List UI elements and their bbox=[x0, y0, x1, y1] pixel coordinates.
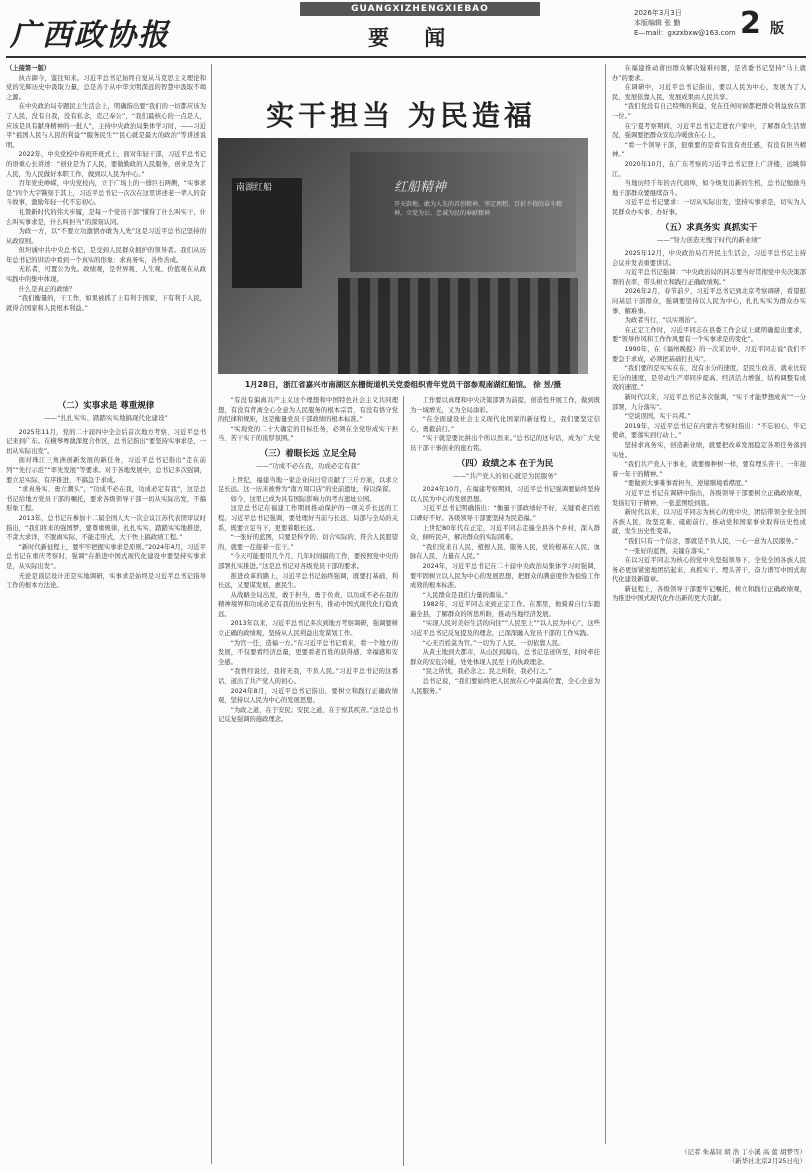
paragraph: 1982年，习近平同志来到正定工作。在那里，他骑着自行车跑遍全县，了解群众的所思所盼，推动当地经济发展。 bbox=[410, 601, 600, 618]
paragraph: “为官一任，造福一方。”在习近平总书记看来，看一个地方的发展，不仅要看经济总量，更要看老百姓的获得感、幸福感和安全感。 bbox=[218, 639, 398, 666]
contact-email: E—mail：gxzxbxw@163.com bbox=[634, 29, 736, 37]
column-divider bbox=[403, 396, 404, 1166]
paragraph: “实现人民对美好生活的向往”“人民至上”“以人民为中心”，这些习近平总书记反复提及的理念，已深深融入党员干部的工作实践。 bbox=[410, 620, 600, 638]
paragraph: 在调研中，习近平总书记指出，要以人民为中心，发展为了人民，发展依靠人民，发展成果由人民共享。 bbox=[612, 84, 806, 101]
page-label: 版 bbox=[770, 21, 784, 37]
subheading-5: （五）求真务实 真抓实干 bbox=[660, 222, 758, 233]
paragraph: 从战略全局出发，敢于担当，勇于负责，以功成不必在我的精神境界和功成必定有我的历史担当，推动中国式现代化行稳致远。 bbox=[218, 591, 398, 618]
subheading-3: （三）着眼长远 立足全局 bbox=[259, 448, 357, 459]
paragraph: “为政之道，在于安民；安民之道，在于察其疾苦。”这是总书记反复强调的施政理念。 bbox=[218, 706, 398, 724]
pinyin-banner: GUANGXIZHENGXIEBAO bbox=[300, 2, 540, 16]
paragraph: “我们只有一个信念，那就是不负人民，一心一意为人民服务。” bbox=[624, 537, 798, 545]
issue-meta bbox=[634, 8, 736, 38]
paragraph: “心无百姓莫为官。”一切为了人民，一切依靠人民。 bbox=[422, 639, 565, 647]
paragraph: 2013年，总书记在参加十二届全国人大一次会议江苏代表团审议时指出，“我们将来的强国梦，要尊重规律，扎扎实实、踏踏实实地推进，不贪大求洋，不脱离实际，不能走形式，大干快上搞政绩工程。” bbox=[6, 514, 206, 542]
paragraph: 在宁夏考察期间，习近平总书记走进农户家中，了解群众生活情况，强调要把群众安危冷暖放在心上。 bbox=[612, 122, 806, 140]
photo-wall-title: 红船精神 bbox=[394, 180, 447, 195]
masthead bbox=[0, 0, 811, 58]
paragraph: 为政一方，以“不要立功激情亦敢为人先”这是习近平总书记坚持的从政原则。 bbox=[6, 228, 206, 245]
paragraph: 2022年，中央党校中春班开班式上，面对年轻干部，习近平总书记的语重心长讲述：“创业是为了人民，要做勤政的人民服务，创业是为了人民，为人民做好本职工作，做到以人民为中心。” bbox=[6, 151, 206, 178]
column-2 bbox=[218, 396, 398, 1166]
paragraph: 在福建推动莆田群众解决疑难问题，是省委书记坚持“马上就办”的要求。 bbox=[612, 65, 806, 82]
paragraph: 总书记说，“我们要始终把人民放在心中最高位置，全心全意为人民服务。” bbox=[410, 678, 600, 695]
article-headline: 实干担当 为民造福 bbox=[266, 99, 536, 132]
paragraph: “要做到大事难事看担当，逆境顺境看襟度。” bbox=[624, 480, 748, 488]
paragraph: 2019年，习近平总书记在内蒙古考察时指出：“不忘初心，牢记使命，要落实到行动上。” bbox=[612, 422, 806, 440]
paragraph: 在正定工作时，习近平同志在县委工作会议上就明确提出要求，要“领导作风和工作作风要有一个实事求是的变化”。 bbox=[612, 326, 806, 344]
news-photo bbox=[218, 138, 588, 374]
photo-visitors bbox=[338, 278, 578, 374]
column-1-top bbox=[6, 64, 206, 394]
paragraph: 无私者，可置公为先。政绩观，是世界观、人生观、价值观在从政实践中的集中体现。 bbox=[6, 266, 206, 284]
page-number: 2 bbox=[740, 6, 761, 41]
paragraph: “实现党的二十大确定的目标任务，必须在全党形成实干担当、苦干实干的浓厚氛围。” bbox=[218, 425, 398, 443]
paragraph: 无论是顶层设计还是实地调研，实事求是始终是习近平总书记指导工作的根本方法论。 bbox=[6, 572, 206, 590]
paragraph: 新时代以来，以习近平同志为核心的党中央，团结带领全党全国各族人民，攻坚克难、砥砺前行，推动党和国家事业取得历史性成就、发生历史性变革。 bbox=[612, 509, 806, 536]
paragraph: “我们衡量的，干工作，如果被抓了上有利于国家，下有利于人民，就得合国家和人民根本利益。” bbox=[6, 295, 206, 312]
paragraph: “有没有偏离共产主义这个理想和中国特色社会主义共同理想，有没有背离全心全意为人民服务的根本宗旨，有没有恪守党的纪律和规矩，这是衡量党员干部政绩的根本标准。” bbox=[218, 397, 398, 424]
paragraph: 执古御今，鉴往知来。习近平总书记始终自觉从马克思主义理论和党的光辉历史中汲取力量，总是善于从中华文明深远的智慧中汲取不竭之源。 bbox=[6, 74, 206, 101]
subheading-2: （二）实事求是 尊重规律 bbox=[57, 401, 155, 411]
source-line: （新华社北京2月25日电） bbox=[728, 1157, 806, 1165]
photo-caption: 1月28日，浙江省嘉兴市南湖区东栅街道机关党委组织青年党员干部参观南湖红船馆。 徐 昱/摄 bbox=[244, 380, 562, 389]
paragraph: 为政者当行，“以实则治”。 bbox=[624, 317, 701, 325]
paragraph: 新时代以来，习近平总书记多次强调，“实干才能梦想成真”“一分部署，九分落实”。 bbox=[612, 394, 806, 411]
paragraph: 2024年8月，习近平总书记指出，要树立和践行正确政绩观，坚持以人民为中心的发展思想。 bbox=[218, 687, 398, 705]
paragraph: 2024年10月，在福建考察期间，习近平总书记强调要始终坚持以人民为中心的发展思想。 bbox=[410, 486, 600, 503]
column-divider bbox=[211, 64, 212, 1164]
paragraph: 习近平总书记明确指出：“衡量干部政绩好不好，关键看老百姓口碑好不好。各级领导干部要坚持为民造福。” bbox=[410, 505, 600, 522]
paragraph: “新时代新征程上，要牢牢把握实事求是原则。”2024年4月，习近平总书记在重庆考察时，强调“在推进中国式现代化建设中要坚持实事求是，从实际出发”。 bbox=[6, 543, 206, 570]
column-3 bbox=[410, 396, 600, 1166]
paragraph: 当地历经千年的古代商埠，如今焕发出新的生机，总书记勉励当地干部群众要继续奋斗。 bbox=[612, 180, 806, 197]
paragraph: “我们要的是实实在在、没有水分的速度，是民生改善、就业比较充分的速度，是劳动生产率同步提高、经济活力增强、结构调整有成效的速度。” bbox=[612, 365, 806, 392]
issue-date: 2026年3月3日 bbox=[634, 9, 682, 17]
paragraph: 2020年10月，在广东考察的习近平总书记登上广济楼，远眺韩江。 bbox=[612, 160, 806, 178]
paragraph: “一张好的蓝图，关键在落实。” bbox=[624, 547, 710, 555]
paragraph: 2025年12月，中央政治局召开民主生活会，习近平总书记主持会议并发表重要讲话。 bbox=[612, 250, 806, 267]
paragraph: 2026年2月，春节前夕，习近平总书记到北京考察调研，看望慰问基层干部群众，强调要坚持以人民为中心，扎扎实实为群众办实事、解难事。 bbox=[612, 288, 806, 315]
column-1-bottom bbox=[6, 396, 206, 1166]
paragraph: “我曾经说过，我将无我，不负人民。”习近平总书记的这番话，道出了共产党人的初心。 bbox=[218, 668, 398, 686]
column-4 bbox=[612, 64, 806, 1146]
paragraph: 2024年，习近平总书记在二十届中央政治局集体学习时强调，要牢固树立以人民为中心的发展思想，把群众的满意度作为检验工作成效的根本标准。 bbox=[410, 562, 600, 590]
paragraph: 在中央政治局专题民主生活会上，明确指出要“我们的一切都应该为了人民，没有自我，没有私念，克己奉公”，“我们最核心的一点是人，应该是具有献身精神的一批人”，主持中央政治局集体学习时，——习近平“祖国人民与人民的利益”“服务民生”“民心就是最大的政治”等讲述说明。 bbox=[6, 103, 206, 149]
subheading-3-quote: ——“功成不必在我，功成必定有我” bbox=[255, 461, 361, 470]
paragraph: “今天可能要用几个月、几年时间搞的工作，要按照党中央的部署扎实推进。”这是总书记对各级党员干部的要求。 bbox=[218, 553, 398, 570]
paragraph: 2025年11月，党的二十届四中全会后首次地方考察，习近平总书记来到广东。在横琴粤澳深度合作区，总书记指出“要坚持实事求是，一切从实际出发”。 bbox=[6, 428, 206, 455]
paragraph: 百年党史峥嵘，中央党校内，立于广场上的一排巨石两侧，“实事求是”四个大字镌刻于其上，习近平总书记一次次在这里讲述老一辈人的奋斗故事，激励年轻一代不忘初心。 bbox=[6, 180, 206, 207]
paragraph: 在以习近平同志为核心的党中央坚强领导下，全党全国各族人民务必更加紧密地团结起来，真抓实干、埋头苦干，奋力谱写中国式现代化建设新篇章。 bbox=[612, 557, 806, 584]
photo-wall-slogan: 开天辟地、敢为人先的首创精神，坚定理想、百折不挠的奋斗精神，立党为公、忠诚为民的奉献精神 bbox=[394, 201, 563, 217]
paragraph: “求真务实、勇立潮头”，“功成不必在我，功成必定有我”，这是总书记给地方党员干部的嘱托，要求各级领导干部一切从实际出发，不搞形象工程。 bbox=[6, 486, 206, 513]
article-signoff bbox=[620, 1148, 806, 1166]
header-rule bbox=[6, 56, 806, 58]
paragraph: 工作要以真理和中央决策部署为前提，创造性开展工作，做到既为一域增光，又为全局添彩。 bbox=[410, 397, 600, 414]
paragraph: 推进改革的路上，习近平总书记始终强调，既要打基础、利长远，又要谋发展、惠民生。 bbox=[218, 572, 398, 590]
paragraph: “在全面建设社会主义现代化国家的新征程上，我们要坚定信心，勇毅前行。” bbox=[410, 416, 600, 433]
paragraph: “一张好的蓝图，只要是科学的、切合实际的、符合人民愿望的，就要一茬接着一茬干。” bbox=[218, 534, 398, 551]
newspaper-logo: 广西政协报 bbox=[10, 18, 170, 53]
paragraph: 面对珠江三角洲创新发展的新任务，习近平总书记指出“走在前列”“先行示范”“率先发展”等要求。对于各地发展中，总书记多次强调，要立足实际、有序推进，不搞急于求成。 bbox=[6, 457, 206, 484]
paragraph: “我们党没有自己特殊的利益，党在任何时候都把群众利益放在第一位。” bbox=[612, 103, 806, 120]
section-title: 要 闻 bbox=[368, 25, 460, 50]
paragraph: 2013年以来，习近平总书记多次到地方考察调研，强调要树立正确的政绩观，坚持从人民利益出发谋划工作。 bbox=[218, 620, 398, 638]
subheading-2-quote: ——“扎扎实实、踏踏实实地搞现代化建设” bbox=[44, 414, 168, 422]
paragraph: “我们党来自人民、植根人民、服务人民，党的根基在人民、血脉在人民、力量在人民。” bbox=[410, 543, 600, 561]
paragraph: 这是总书记在福建工作期间推动保护的一项关乎长远的工程。习近平总书记强调，要处理好当前与长远、局部与全局的关系，既要立足当下，更要着眼长远。 bbox=[218, 505, 398, 532]
paragraph: “看一个领导干部，很重要的是看有没有责任感，有没有担当精神。” bbox=[612, 141, 806, 159]
paragraph: 如今，这里已成为具有国际影响力的考古遗址公园。 bbox=[230, 495, 376, 503]
paragraph: 习近平总书记要求：一切从实际出发，坚持实事求是，切实为人民群众办实事、办好事。 bbox=[612, 199, 806, 216]
paragraph: 1990年，在《福州晚报》的一次采访中，习近平同志说“我们不要急于求成，必须把基础打扎实”。 bbox=[612, 346, 806, 363]
column-divider bbox=[605, 64, 606, 1144]
paragraph: 上世纪80年代在正定，习近平同志走遍全县各个乡村，深入群众，倾听民声，解决群众的实际困难。 bbox=[410, 524, 600, 542]
paragraph: “我们共产党人干事业，就要像种树一样，要有埋头苦干、一年接着一年干的精神。” bbox=[612, 461, 806, 478]
paragraph: “民之所忧，我必念之；民之所盼，我必行之。” bbox=[422, 668, 552, 676]
paragraph: 上世纪，福建当地一家企业向日常贡献了三斤方案，以求立足长远。这一历来被誉为“南方周口店”的史前遗址，得以保留。 bbox=[218, 476, 398, 494]
subheading-4-quote: ——“共产党人的初心就是为民服务” bbox=[452, 471, 558, 480]
continuation-label: （上接第一版） bbox=[6, 65, 51, 72]
paragraph: “人民群众是我们力量的源泉。” bbox=[422, 591, 508, 599]
subheading-4: （四）政绩之本 在于为民 bbox=[456, 458, 554, 469]
paragraph: 新征程上，各级领导干部要牢记嘱托，树立和践行正确政绩观，为推进中国式现代化作出新的更大贡献。 bbox=[612, 585, 806, 603]
paragraph: 但坦诚中共中央总书记，是受到人民群众拥护的领导者。我们从历年总书记的讲话中看到一个真实的形象：求真务实，善作善成。 bbox=[6, 247, 206, 264]
paragraph: “空谈误国，实干兴邦。” bbox=[624, 413, 691, 421]
paragraph: 坚持求真务实，创造新业绩，就要把改革发展稳定各项任务落到实处。 bbox=[612, 441, 806, 459]
paragraph: 礼赞新时代的伟大步履，是每一个党员干部“懂得了什么叫实干，什么叫实事求是，什么叫担当”的深刻认同。 bbox=[6, 208, 206, 226]
photo-sign: 南湖红船 bbox=[232, 178, 302, 288]
paragraph: 习近平总书记强调：“中央政治局的同志要当好贯彻党中央决策部署的表率，带头树立和践行正确政绩观。” bbox=[612, 269, 806, 286]
paragraph: 什么是真正的政绩？ bbox=[18, 285, 76, 293]
subheading-5-quote: ——“努力创造无愧于时代的新业绩” bbox=[656, 235, 762, 244]
paragraph: 从黄土地到大都市，从山区到海岛，总书记足迹所至，时时牵挂群众的安危冷暖，处处体现人民至上的执政理念。 bbox=[410, 649, 600, 666]
reporters-line: （记者 朱基钗 胡 浩 丁小溪 高 蕾 胡梦雪） bbox=[681, 1148, 806, 1156]
page-editor: 本版编辑 张 勤 bbox=[634, 19, 681, 27]
paragraph: “实干就是要比拼出个所以然来。”总书记的这句话，成为广大党员干部干事创业的座右铭。 bbox=[410, 435, 600, 452]
paragraph: 习近平总书记在调研中指出，各级领导干部要树立正确政绩观，发扬钉钉子精神，一张蓝图绘到底。 bbox=[612, 489, 806, 507]
